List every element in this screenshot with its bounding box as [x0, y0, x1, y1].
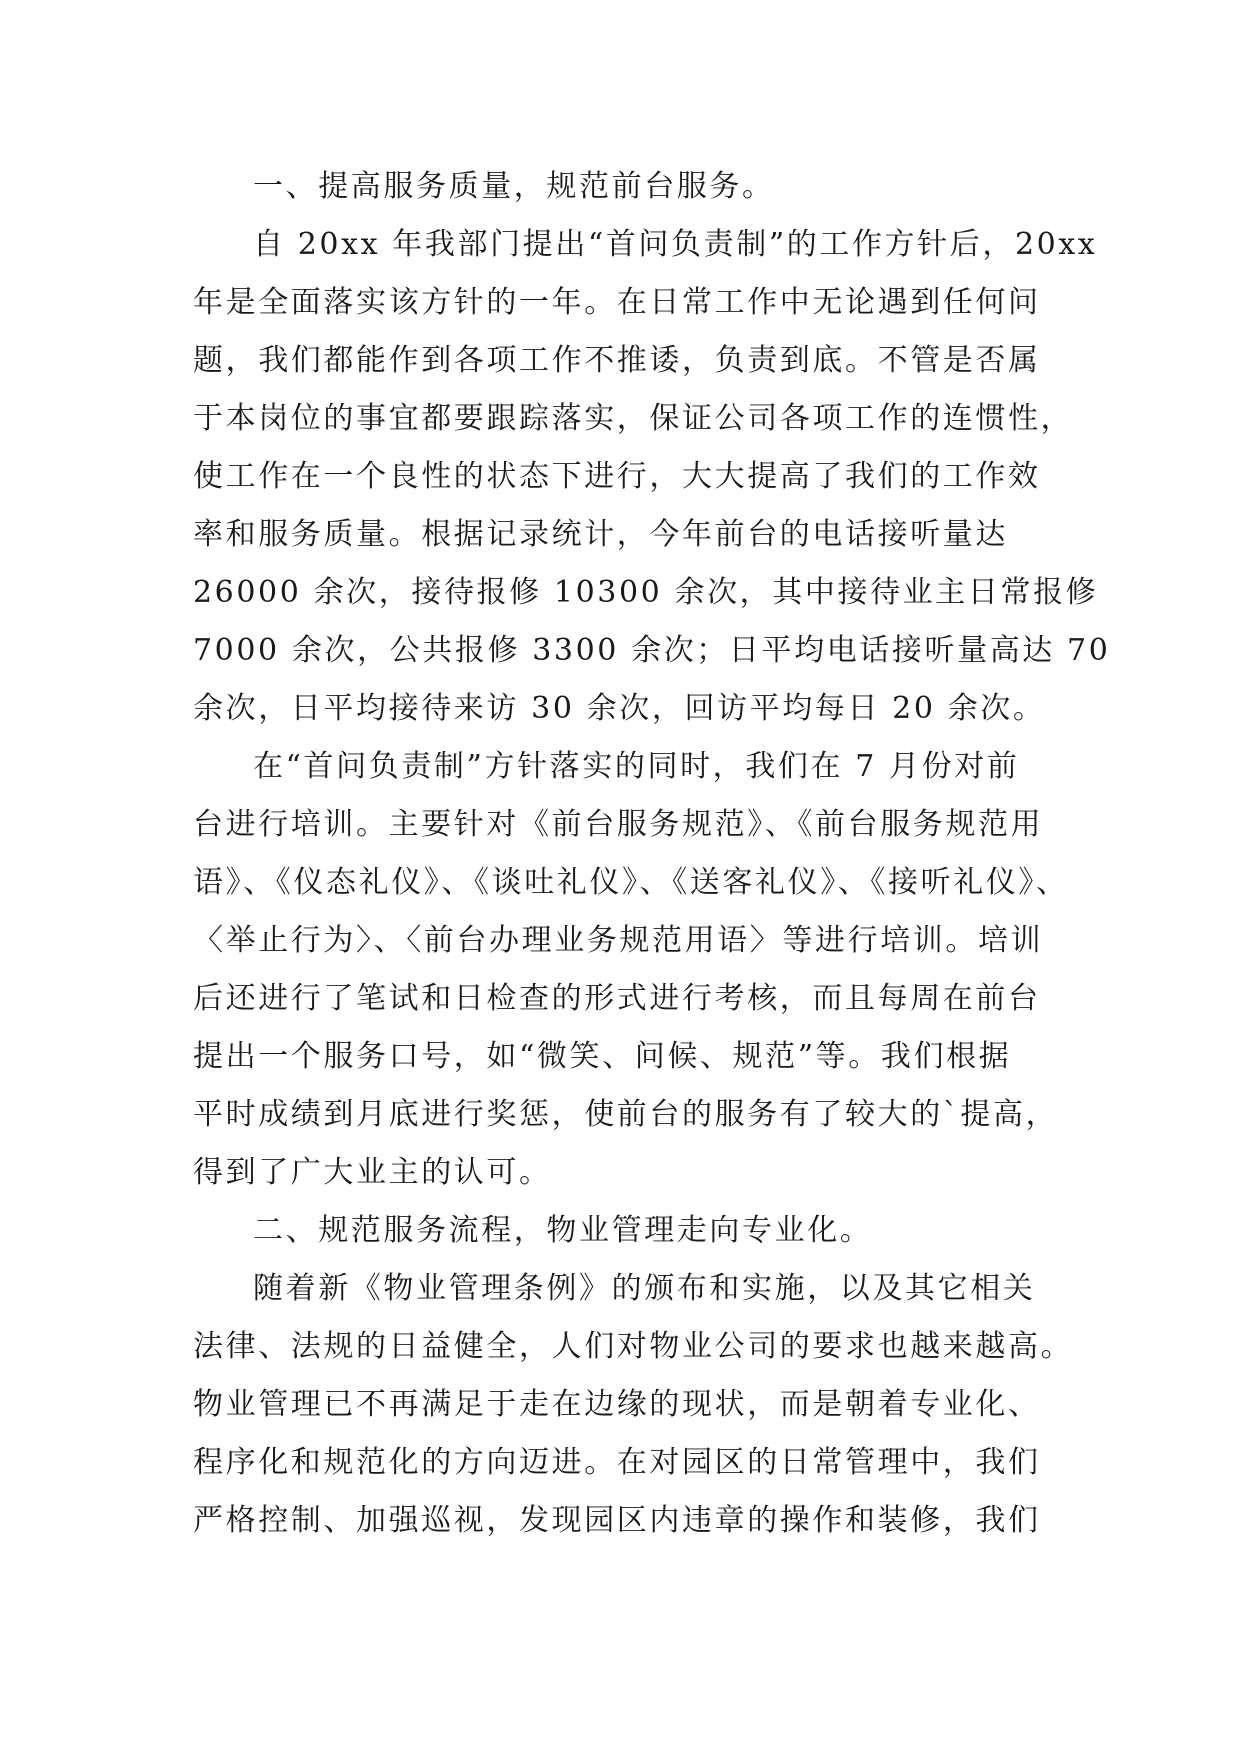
paragraph-line: 26000 余次，接待报修 10300 余次，其中接待业主日常报修	[193, 575, 1099, 610]
paragraph-line: 平时成绩到月底进行奖惩，使前台的服务有了较大的`提高，	[193, 1097, 1059, 1132]
paragraph-line: 法律、法规的日益健全，人们对物业公司的要求也越来越高。	[193, 1329, 1074, 1364]
paragraph-line: 得到了广大业主的认可。	[193, 1155, 552, 1190]
paragraph-line: 严格控制、加强巡视，发现园区内违章的操作和装修，我们	[193, 1503, 1041, 1538]
paragraph-line: 自 20xx 年我部门提出“首问负责制”的工作方针后，20xx	[253, 227, 1098, 262]
paragraph-line: 随着新《物业管理条例》的颁布和实施，以及其它相关	[253, 1271, 1036, 1306]
paragraph-line: 〈举止行为〉、〈前台办理业务规范用语〉等进行培训。培训	[193, 923, 1044, 958]
paragraph-line: 台进行培训。主要针对《前台服务规范》、《前台服务规范用	[193, 807, 1044, 842]
paragraph-line: 余次，日平均接待来访 30 余次，回访平均每日 20 余次。	[193, 691, 1046, 726]
paragraph-line: 语》、《仪态礼仪》、《谈吐礼仪》、《送客礼仪》、《接听礼仪》、	[193, 865, 1069, 900]
section-heading-1: 一、提高服务质量，规范前台服务。	[253, 169, 775, 204]
paragraph-line: 于本岗位的事宜都要跟踪落实，保证公司各项工作的连惯性，	[193, 401, 1074, 436]
paragraph-line: 使工作在一个良性的状态下进行，大大提高了我们的工作效	[193, 459, 1041, 494]
paragraph-line: 年是全面落实该方针的一年。在日常工作中无论遇到任何问	[193, 285, 1041, 320]
section-heading-2: 二、规范服务流程，物业管理走向专业化。	[253, 1213, 873, 1248]
paragraph-line: 率和服务质量。根据记录统计，今年前台的电话接听量达	[193, 517, 1008, 552]
paragraph-line: 题，我们都能作到各项工作不推诿，负责到底。不管是否属	[193, 343, 1041, 378]
paragraph-line: 程序化和规范化的方向迈进。在对园区的日常管理中，我们	[193, 1445, 1041, 1480]
paragraph-line: 提出一个服务口号，如“微笑、问候、规范”等。我们根据	[193, 1039, 1012, 1074]
paragraph-line: 7000 余次，公共报修 3300 余次；日平均电话接听量高达 70	[193, 633, 1111, 668]
paragraph-line: 物业管理已不再满足于走在边缘的现状，而是朝着专业化、	[193, 1387, 1041, 1422]
paragraph-line: 在“首问负责制”方针落实的同时，我们在 7 月份对前	[253, 749, 1020, 784]
paragraph-line: 后还进行了笔试和日检查的形式进行考核，而且每周在前台	[193, 981, 1041, 1016]
